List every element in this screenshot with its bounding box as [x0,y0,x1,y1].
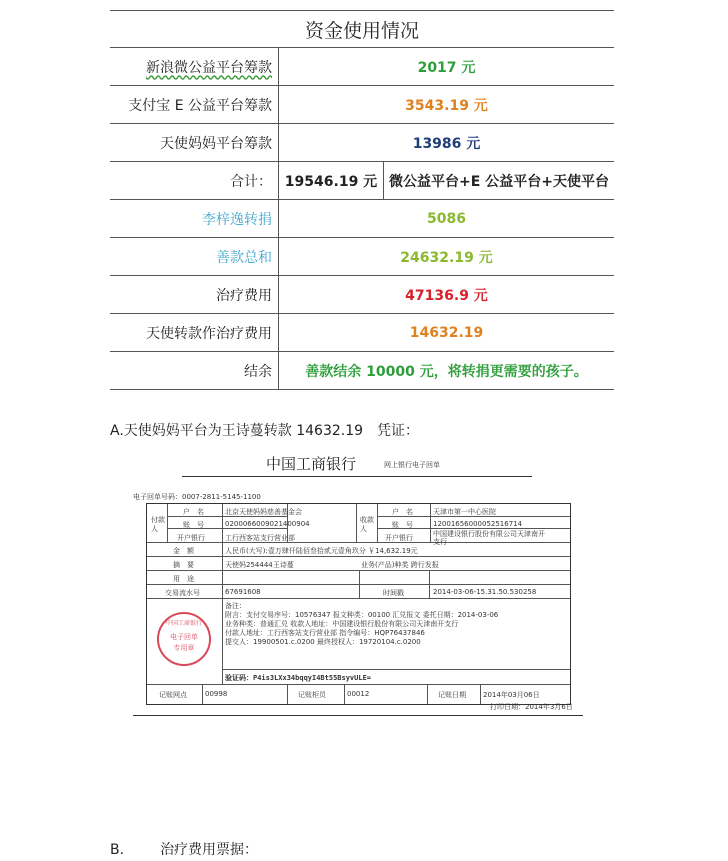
payee-bank: 中国建设银行股份有限公司天津南开 支行 [433,530,545,546]
booking-date: 2014年03月06日 [483,691,540,699]
payer-name: 北京天使妈妈慈善基金会 [225,508,302,516]
row-value: 14632.19 [279,314,615,352]
remark-line-3: 付款人地址：工行西客站支行营业部 指令编号：HQP76437846 [225,629,425,637]
payer-account-label: 账 号 [183,521,204,529]
section-b-heading [110,839,258,859]
time-label: 时间戳 [383,589,404,597]
payee-bank-label: 开户银行 [385,534,413,542]
total-value: 19546.19 元 [279,162,384,200]
remark-line-2: 业务种类：普通汇兑 收款人地址：中国建设银行股份有限公司天津南开支行 [225,620,459,628]
payee-account-label: 账 号 [392,521,413,529]
row-value: 47136.9 元 [279,276,615,314]
summary-label: 摘 要 [173,561,194,569]
table-row [110,238,614,276]
row-value: 2017 元 [279,48,615,86]
payer-bank-label: 开户银行 [177,534,205,542]
table-row [110,200,614,238]
payer-account: 0200066009021400904 [225,520,310,528]
verify-code: 验证码：P4is3LXx34bqqyI4Bt55BsyvULE= [225,674,372,682]
total-label: 合计： [110,162,279,200]
table-row [110,276,614,314]
payer-side-label: 付款人 [151,516,165,533]
remark-line-4: 提交人：19900501.c.0200 最终授权人：19720104.c.0200 [225,638,421,646]
serial: 67691608 [225,588,261,596]
payer-name-label: 户 名 [183,508,204,516]
section-a-heading [110,420,419,440]
payer-bank: 工行西客站支行营业部 [225,534,295,542]
row-value: 24632.19 元 [279,238,615,276]
summary: 天使妈254444王诗蔓 [225,561,294,569]
voucher-label: 凭证： [377,423,420,439]
divider [182,476,532,477]
business-type: 业务(产品)种类 跨行发报 [361,561,439,569]
row-label: 李梓逸转捐 [110,200,279,238]
remark-line-1: 附言：支付交易序号：10576347 报文种类：00100 汇兑报文 委托日期：2014-03-06 [225,611,499,619]
use-label: 用 途 [173,575,194,583]
table-row [110,314,614,352]
print-date: 打印日期：2014年3月6日 [490,703,573,711]
payee-account: 12001656000052516714 [433,520,523,528]
row-value: 善款结余 10000 元，将转捐更需要的孩子。 [279,352,615,390]
booking-branch: 00998 [205,690,228,698]
bank-subtitle: 网上银行电子回单 [384,461,440,469]
table-row [110,124,614,162]
booking-teller: 00012 [347,690,370,698]
booking-teller-label: 记账柜员 [298,691,326,699]
row-value: 3543.19 元 [279,86,615,124]
row-label: 支付宝 E 公益平台筹款 [110,86,279,124]
row-label: 结余 [110,352,279,390]
total-note: 微公益平台+E 公益平台+天使平台 [384,162,615,200]
payee-name-label: 户 名 [392,508,413,516]
payee-side-label: 收款人 [360,516,374,533]
bank-stamp: 中国工商银行 电子回单 专用章 [157,612,211,666]
table-row [110,352,614,390]
row-label: 善款总和 [110,238,279,276]
remark-label: 备注： [225,602,246,610]
bank-receipt [146,503,571,705]
booking-date-label: 记账日期 [438,691,466,699]
section-b-text: 治疗费用票据： [160,842,259,858]
table-title: 资金使用情况 [110,11,614,48]
receipt-number: 电子回单号码：0007-2811-5145-1100 [133,493,261,501]
fund-usage-table [110,10,614,390]
amount-label: 金 额 [173,547,194,555]
row-label: 天使妈妈平台筹款 [110,124,279,162]
row-value: 13986 元 [279,124,615,162]
table-row [110,86,614,124]
time: 2014-03-06-15.31.50.530258 [433,588,537,596]
row-label: 天使转款作治疗费用 [110,314,279,352]
amount: 人民币(大写):壹万肆仟陆佰叁拾贰元壹角玖分 ￥14,632.19元 [225,547,418,555]
booking-branch-label: 记账网点 [159,691,187,699]
total-row [110,162,614,200]
row-label: 治疗费用 [110,276,279,314]
row-label: 新浪微公益平台筹款 [110,48,279,86]
serial-label: 交易流水号 [165,589,200,597]
payee-name: 天津市第一中心医院 [433,508,496,516]
section-a-text: A.天使妈妈平台为王诗蔓转款 14632.19 [110,423,364,439]
row-value: 5086 [279,200,615,238]
divider [133,715,583,716]
section-b-label: B. [110,842,125,858]
bank-name: 中国工商银行 [266,455,357,473]
table-row [110,48,614,86]
